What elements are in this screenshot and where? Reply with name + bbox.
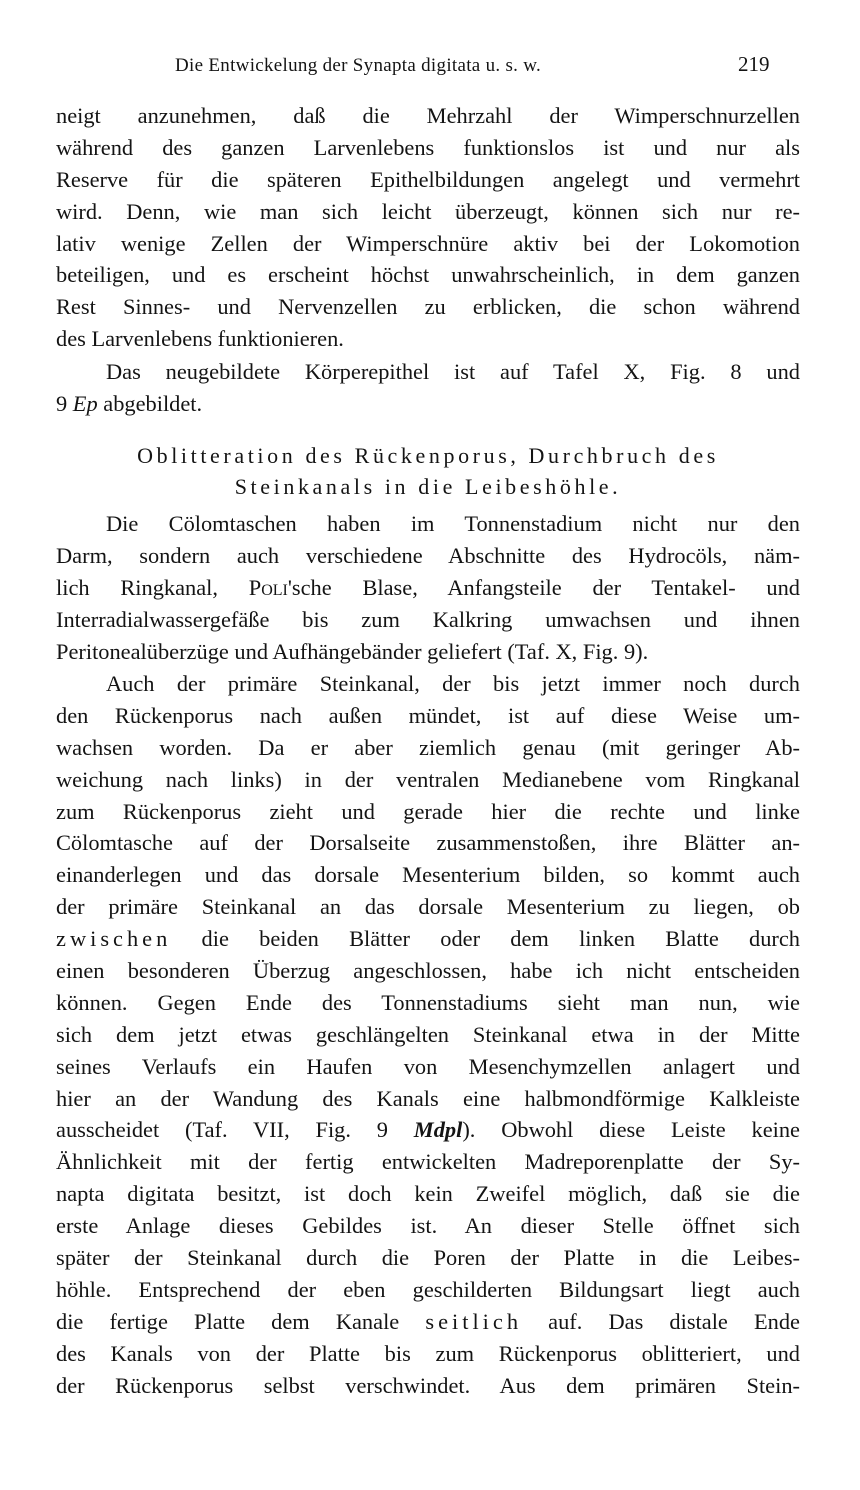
text-line: können. Gegen Ende des Tonnenstadiums sieht man nun, wie bbox=[56, 989, 800, 1015]
text-line: einanderlegen und das dorsale Mesenterium bilden, so kommt auch bbox=[56, 862, 800, 888]
text-line: wachsen worden. Da er aber ziemlich genau (mit geringer Ab- bbox=[56, 734, 800, 760]
text-line: den Rückenporus nach außen mündet, ist auf diese Weise um- bbox=[56, 702, 800, 728]
text-fragment: die fertige Platte dem Kanale bbox=[56, 1308, 426, 1334]
text-fragment: lich Ringkanal, bbox=[56, 574, 249, 600]
text-line: neigt anzunehmen, daß die Mehrzahl der Wimperschnurzellen bbox=[56, 103, 800, 128]
text-line bbox=[56, 388, 800, 420]
text-line: hier an der Wandung des Kanals eine halbmondförmige Kalkleiste bbox=[56, 1085, 800, 1111]
text-line: des Kanals von der Platte bis zum Rückenporus oblitteriert, und bbox=[56, 1340, 800, 1366]
text-line: Das neugebildete Körperepithel ist auf Tafel X, Fig. 8 und bbox=[106, 359, 800, 384]
text-line: lativ wenige Zellen der Wimperschnüre aktiv bei der Lokomotion bbox=[56, 230, 800, 256]
paragraph-steinkanal bbox=[56, 668, 800, 1401]
text-line bbox=[56, 1114, 800, 1146]
text-fragment: 'sche Blase, Anfangsteile der Tentakel- und bbox=[287, 574, 800, 600]
text-line: Interradialwassergefäße bis zum Kalkring umwachsen und ihnen bbox=[56, 606, 800, 632]
text-line: zum Rückenporus zieht und gerade hier die rechte und linke bbox=[56, 798, 800, 824]
text-line bbox=[56, 572, 800, 604]
text-line: Rest Sinnes- und Nervenzellen zu erblicken, die schon während bbox=[56, 294, 800, 320]
text-line: einen besonderen Überzug angeschlossen, habe ich nicht entscheiden bbox=[56, 958, 800, 984]
heading-line: Oblitteration des Rückenporus, Durchbruch des bbox=[137, 443, 719, 468]
text-fragment: ausscheidet (Taf. VII, Fig. 9 bbox=[56, 1117, 414, 1143]
text-fragment: die beiden Blätter oder dem linken Blatte durch bbox=[171, 926, 800, 952]
text-line bbox=[56, 923, 800, 955]
text-fragment: ). Obwohl diese Leiste keine bbox=[462, 1117, 800, 1143]
heading-line: Steinkanals in die Leibeshöhle. bbox=[234, 474, 622, 499]
figure-abbreviation: Ep bbox=[72, 390, 98, 416]
text-line: Cölomtasche auf der Dorsalseite zusammenstoßen, ihre Blätter an- bbox=[56, 830, 800, 856]
author-name: Poli bbox=[248, 574, 288, 600]
paragraph-continuation bbox=[56, 100, 800, 355]
text-line: der primäre Steinkanal an das dorsale Mesenterium zu liegen, ob bbox=[56, 894, 800, 920]
text-line: sich dem jetzt etwas geschlängelten Steinkanal etwa in der Mitte bbox=[56, 1021, 800, 1047]
paragraph-epithel bbox=[56, 356, 800, 420]
text-fragment: abgebildet. bbox=[97, 390, 203, 416]
figure-abbreviation: Mdpl bbox=[413, 1117, 463, 1143]
text-line: später der Steinkanal durch die Poren der Platte in die Leibes- bbox=[56, 1245, 800, 1271]
emphasized-word: zwischen bbox=[56, 926, 172, 952]
section-heading bbox=[56, 440, 800, 502]
emphasized-word: seitlich bbox=[425, 1308, 523, 1334]
text-line: Die Cölomtaschen haben im Tonnenstadium nicht nur den bbox=[106, 511, 800, 536]
text-line: Peritonealüberzüge und Aufhängebänder geliefert (Taf. X, Fig. 9). bbox=[56, 638, 649, 664]
text-line: weichung nach links) in der ventralen Medianebene vom Ringkanal bbox=[56, 766, 800, 792]
text-line: während des ganzen Larvenlebens funktionslos ist und nur als bbox=[56, 134, 800, 160]
text-line: Ähnlichkeit mit der fertig entwickelten Madreporenplatte der Sy- bbox=[56, 1149, 800, 1175]
text-fragment: auf. Das distale Ende bbox=[522, 1308, 800, 1334]
text-line: beteiligen, und es erscheint höchst unwahrscheinlich, in dem ganzen bbox=[56, 262, 800, 288]
text-line: der Rückenporus selbst verschwindet. Aus dem primären Stein- bbox=[56, 1372, 800, 1398]
text-line: des Larvenlebens funktionieren. bbox=[56, 326, 344, 352]
text-line: seines Verlaufs ein Haufen von Mesenchymzellen anlagert und bbox=[56, 1053, 800, 1079]
paragraph-coelom bbox=[56, 508, 800, 667]
page-number: 219 bbox=[738, 52, 770, 76]
text-line: Auch der primäre Steinkanal, der bis jetzt immer noch durch bbox=[106, 671, 800, 696]
running-title: Die Entwickelung der Synapta digitata u. s. w. bbox=[175, 55, 542, 76]
text-line: wird. Denn, wie man sich leicht überzeugt, können sich nur re- bbox=[56, 198, 800, 224]
text-line: Darm, sondern auch verschiedene Abschnitte des Hydrocöls, näm- bbox=[56, 542, 800, 568]
text-line: Reserve für die späteren Epithelbildungen angelegt und vermehrt bbox=[56, 166, 800, 192]
text-line: höhle. Entsprechend der eben geschilderten Bildungsart liegt auch bbox=[56, 1276, 800, 1302]
text-fragment: 9 bbox=[56, 390, 73, 416]
text-line bbox=[56, 1306, 800, 1338]
text-line: napta digitata besitzt, ist doch kein Zweifel möglich, daß sie die bbox=[56, 1181, 800, 1207]
text-line: erste Anlage dieses Gebildes ist. An dieser Stelle öffnet sich bbox=[56, 1213, 800, 1239]
